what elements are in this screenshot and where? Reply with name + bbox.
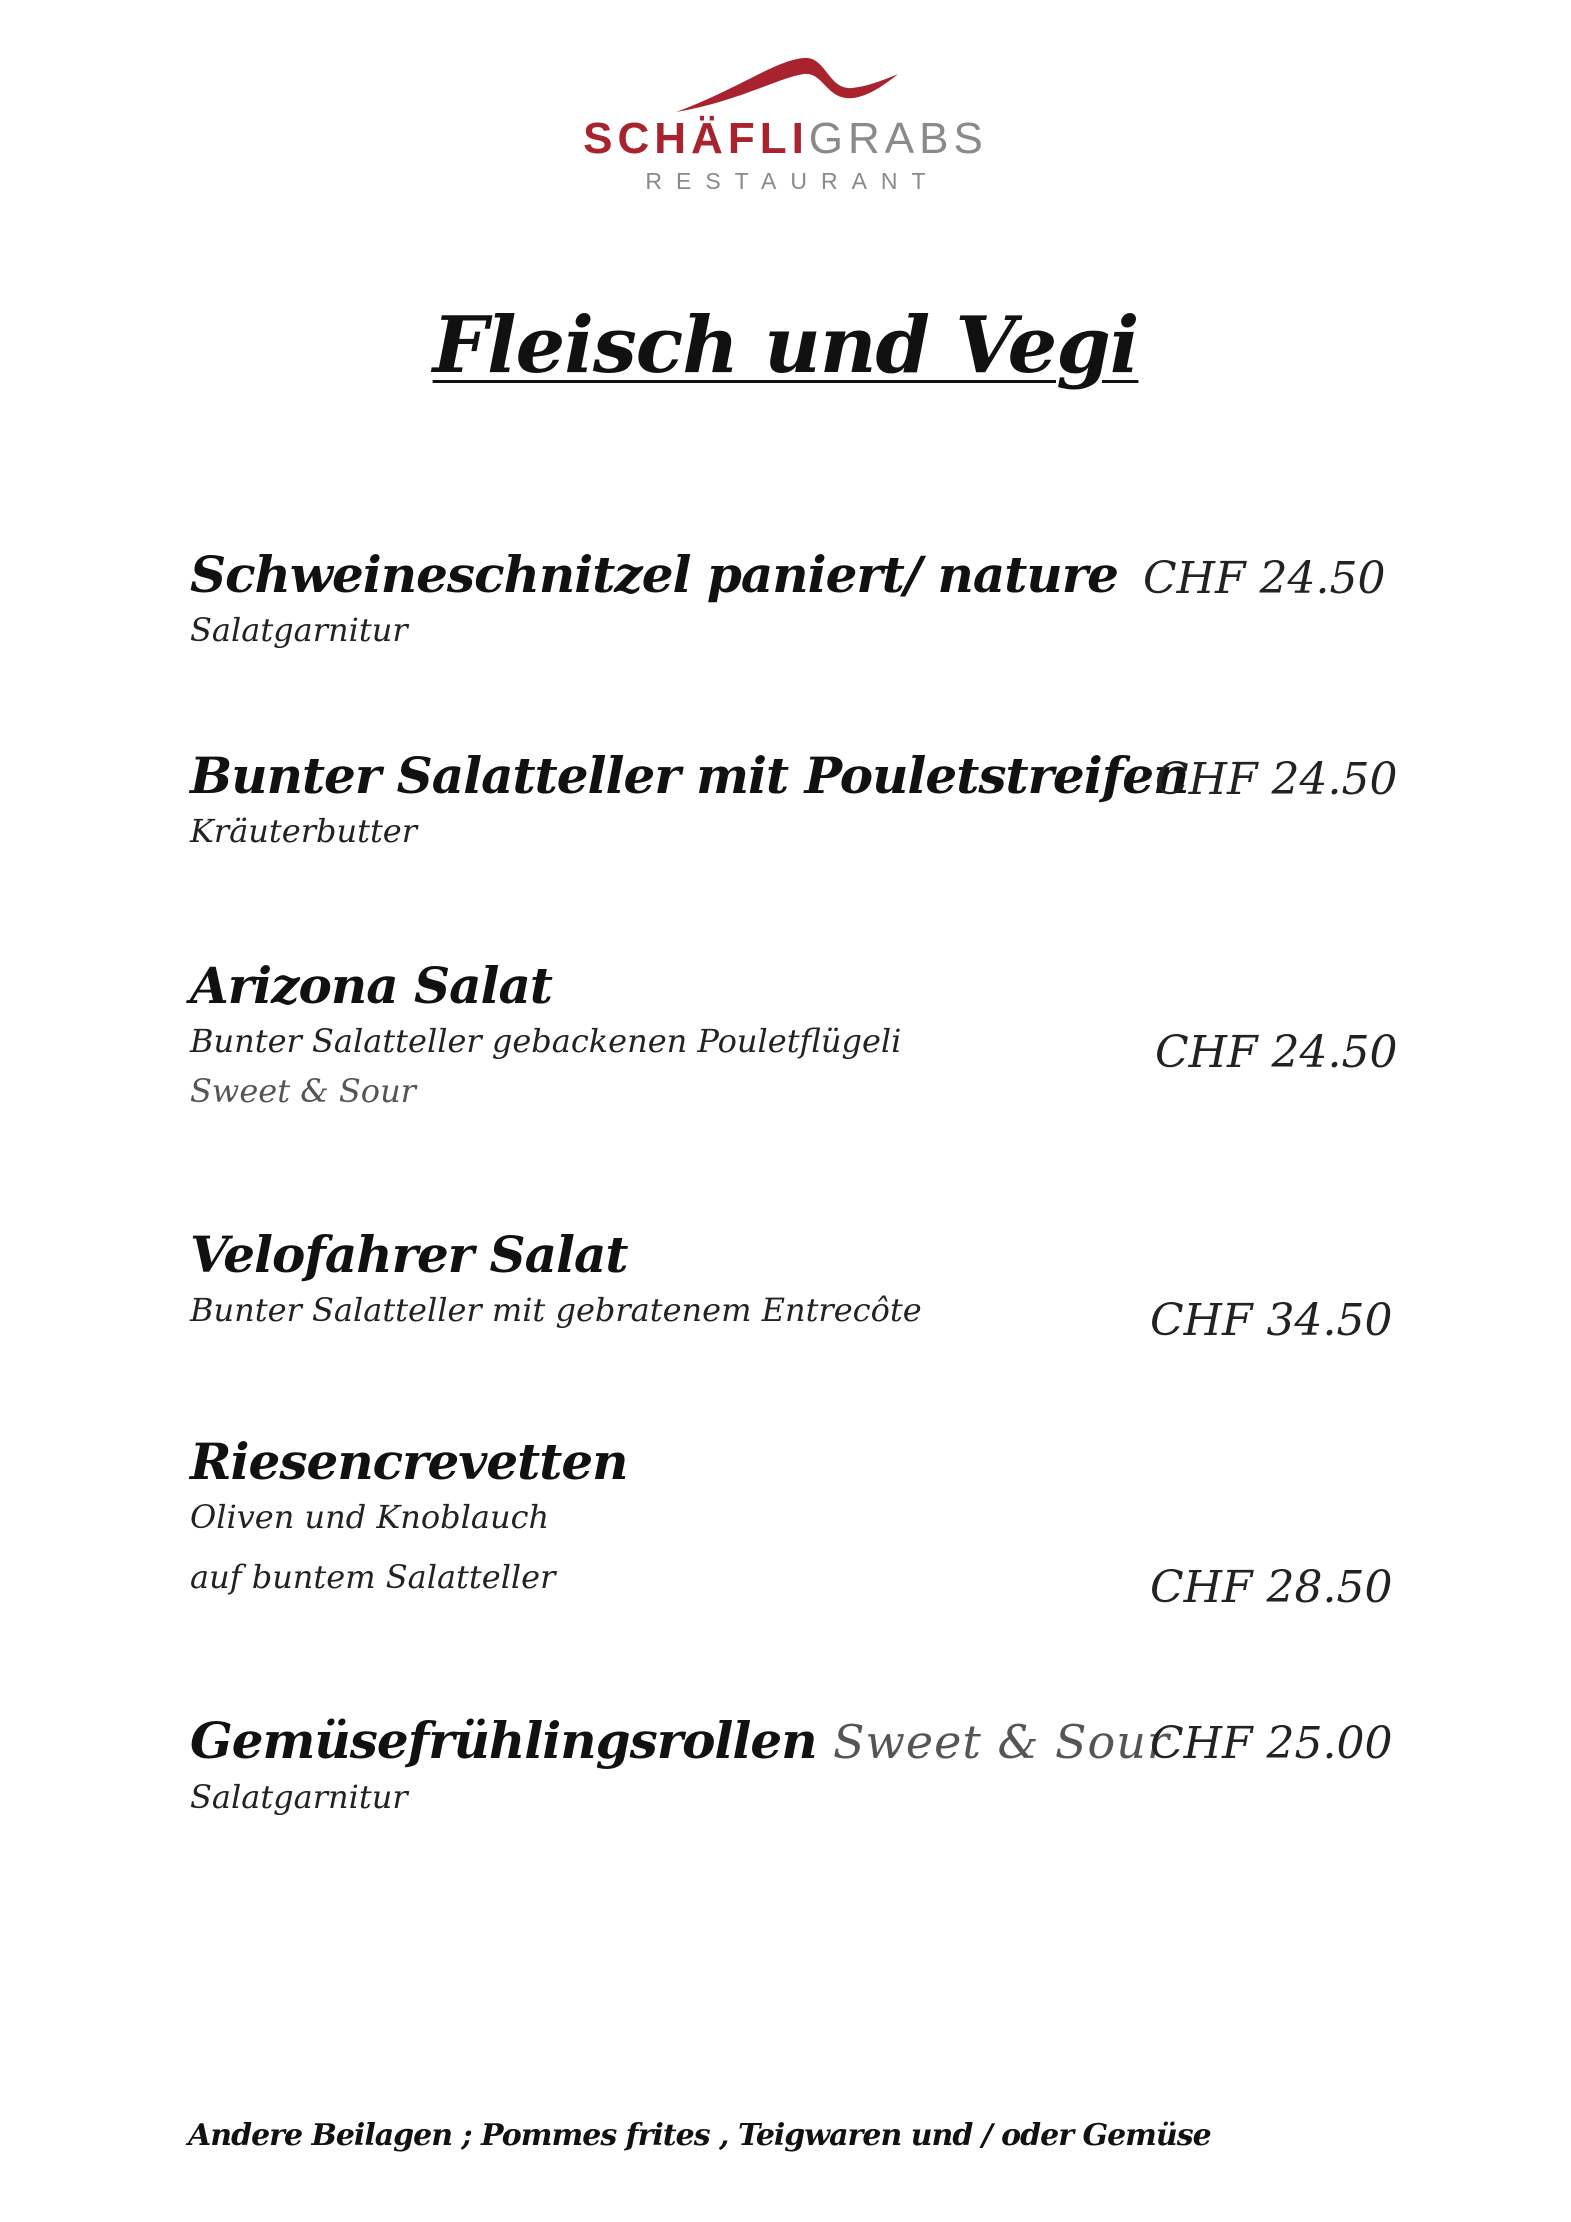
item-price: CHF 24.50	[1143, 553, 1386, 604]
brand-name	[0, 114, 1571, 164]
item-name: Schweineschnitzel paniert/ nature	[190, 545, 1118, 604]
item-description: Sweet & Sour	[190, 1072, 416, 1110]
page-title	[0, 300, 1571, 391]
item-description: Oliven und Knoblauch	[190, 1498, 550, 1536]
item-description: Bunter Salatteller gebackenen Pouletflügeli	[190, 1022, 902, 1060]
brand-name-light: GRABS	[808, 114, 988, 163]
item-name: Riesencrevetten	[190, 1432, 628, 1491]
item-description: Bunter Salatteller mit gebratenem Entrecôte	[190, 1291, 922, 1329]
brand-subtitle: RESTAURANT	[645, 168, 940, 194]
item-name: Velofahrer Salat	[190, 1225, 628, 1284]
logo-swoosh-icon	[666, 50, 906, 120]
item-name-text: Gemüsefrühlingsrollen	[190, 1711, 817, 1770]
item-description: Salatgarnitur	[190, 1778, 408, 1816]
brand-name-bold: SCHÄFLI	[583, 114, 809, 163]
item-description: auf buntem Salatteller	[190, 1558, 556, 1596]
item-name: Arizona Salat	[190, 956, 553, 1015]
item-price: CHF 28.50	[1150, 1562, 1393, 1613]
footer-note: Andere Beilagen ; Pommes frites , Teigwaren und / oder Gemüse	[188, 2118, 1211, 2153]
item-price: CHF 25.00	[1150, 1718, 1393, 1769]
restaurant-logo	[0, 50, 1571, 195]
item-description: Kräuterbutter	[190, 812, 418, 850]
item-description: Salatgarnitur	[190, 611, 408, 649]
item-price: CHF 24.50	[1155, 1027, 1398, 1078]
item-price: CHF 24.50	[1155, 754, 1398, 805]
item-name-suffix: Sweet & Sour	[833, 1715, 1170, 1769]
page-title-text: Fleisch und Vegi	[432, 300, 1139, 391]
item-name: Bunter Salatteller mit Pouletstreifen	[190, 746, 1189, 805]
item-price: CHF 34.50	[1150, 1295, 1393, 1346]
